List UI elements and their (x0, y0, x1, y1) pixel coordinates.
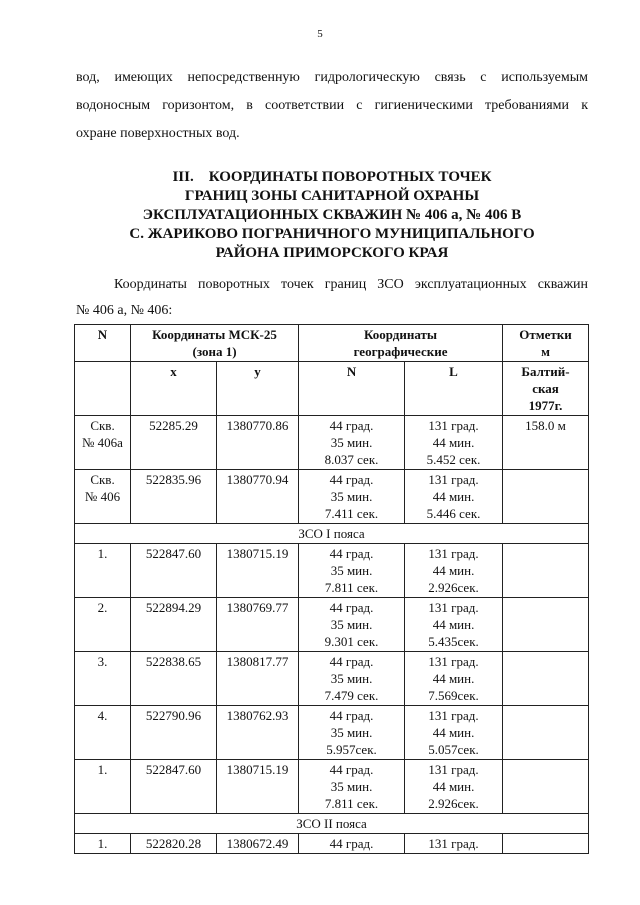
cell-lat (299, 652, 405, 706)
header-n: N (75, 325, 131, 362)
cell-x: 52285.29 (131, 416, 217, 470)
header-geo-line: Координаты (363, 327, 438, 342)
cell-mark (503, 598, 589, 652)
table-row (75, 544, 589, 598)
cell-y: 1380770.86 (217, 416, 299, 470)
cell-lon-line: 44 мин. (432, 617, 475, 632)
cell-lat-line: 7.479 сек. (324, 688, 379, 703)
cell-mark (503, 652, 589, 706)
header-marks (503, 325, 589, 362)
cell-lat-line: 44 град. (329, 546, 374, 561)
header-msk (131, 325, 299, 362)
cell-lon (405, 652, 503, 706)
cell-lat-line: 35 мин. (330, 489, 373, 504)
intro-line: вод, имеющих непосредственную гидрологическую связь с используемым (76, 70, 588, 85)
cell-lat (299, 416, 405, 470)
cell-n: 1. (75, 544, 131, 598)
cell-lat-line: 7.811 сек. (324, 580, 379, 595)
cell-y: 1380770.94 (217, 470, 299, 524)
cell-y: 1380715.19 (217, 760, 299, 814)
header-baltic-line: ская (532, 381, 559, 396)
cell-mark (503, 760, 589, 814)
cell-lon (405, 470, 503, 524)
cell-lat-line: 44 град. (329, 708, 374, 723)
cell-lon-line: 131 град. (428, 546, 479, 561)
section-heading (76, 168, 588, 263)
cell-n: 1. (75, 834, 131, 854)
cell-x: 522820.28 (131, 834, 217, 854)
cell-lat-line: 35 мин. (330, 725, 373, 740)
cell-mark: 158.0 м (503, 416, 589, 470)
cell-lon-line: 2.926сек. (428, 796, 479, 811)
header-msk-line: Координаты МСК-25 (152, 327, 277, 342)
cell-lat-line: 7.811 сек. (324, 796, 379, 811)
cell-lon-line: 44 мин. (432, 725, 475, 740)
cell-lat-line: 44 град. (329, 654, 374, 669)
table-row (75, 706, 589, 760)
cell-x: 522790.96 (131, 706, 217, 760)
zone-group-title: ЗСО II пояса (75, 814, 589, 834)
cell-lat-line: 35 мин. (330, 563, 373, 578)
cell-lat-line: 35 мин. (330, 671, 373, 686)
header-x: x (131, 362, 217, 416)
header-baltic-line: 1977г. (528, 398, 563, 413)
cell-y: 1380672.49 (217, 834, 299, 854)
cell-lon-line: 7.569сек. (428, 688, 479, 703)
cell-lon-line: 2.926сек. (428, 580, 479, 595)
cell-lon-line: 131 град. (428, 418, 479, 433)
cell-lat (299, 760, 405, 814)
header-geo-n: N (299, 362, 405, 416)
table-row (75, 760, 589, 814)
cell-lon (405, 706, 503, 760)
cell-n: 1. (75, 760, 131, 814)
header-geo-l: L (405, 362, 503, 416)
zone-group-row (75, 814, 589, 834)
table-row (75, 652, 589, 706)
cell-n-line: № 406а (82, 435, 123, 450)
header-marks-line: м (541, 344, 550, 359)
heading-line: III. КООРДИНАТЫ ПОВОРОТНЫХ ТОЧЕК (172, 169, 492, 185)
header-y: y (217, 362, 299, 416)
heading-line: ЭКСПЛУАТАЦИОННЫХ СКВАЖИН № 406 а, № 406 В (142, 207, 522, 223)
cell-x: 522894.29 (131, 598, 217, 652)
cell-lon-line: 44 мин. (432, 563, 475, 578)
cell-lat-line: 35 мин. (330, 617, 373, 632)
paragraph-line: Координаты поворотных точек границ ЗСО эксплуатационных скважин (114, 277, 588, 292)
header-geo-line: географические (353, 344, 448, 359)
cell-lat (299, 598, 405, 652)
cell-n (75, 416, 131, 470)
cell-x: 522835.96 (131, 470, 217, 524)
cell-lat (299, 706, 405, 760)
cell-lon-line: 5.446 сек. (426, 506, 481, 521)
cell-lat-line: 7.411 сек. (324, 506, 379, 521)
cell-lat-line: 44 град. (329, 600, 374, 615)
cell-lon-line: 131 град. (428, 762, 479, 777)
page-number: 5 (317, 28, 323, 40)
cell-mark (503, 544, 589, 598)
cell-n (75, 470, 131, 524)
header-marks-line: Отметки (519, 327, 572, 342)
cell-lon-line: 5.435сек. (428, 634, 479, 649)
header-baltic (503, 362, 589, 416)
header-blank (75, 362, 131, 416)
coordinates-paragraph (76, 272, 588, 324)
zone-group-row (75, 524, 589, 544)
cell-lat (299, 470, 405, 524)
cell-lat-line: 9.301 сек. (324, 634, 379, 649)
cell-mark (503, 834, 589, 854)
cell-n: 2. (75, 598, 131, 652)
heading-line: РАЙОНА ПРИМОРСКОГО КРАЯ (215, 245, 449, 261)
cell-lat-line: 44 град. (329, 836, 374, 851)
cell-n-line: № 406 (84, 489, 121, 504)
cell-lon-line: 44 мин. (432, 435, 475, 450)
cell-lon-line: 131 град. (428, 472, 479, 487)
cell-mark (503, 706, 589, 760)
table-row (75, 598, 589, 652)
cell-lat-line: 44 град. (329, 418, 374, 433)
coordinates-table (74, 324, 589, 854)
cell-lat-line: 44 град. (329, 472, 374, 487)
cell-lon (405, 760, 503, 814)
cell-lon-line: 44 мин. (432, 671, 475, 686)
cell-lon-line: 44 мин. (432, 779, 475, 794)
cell-n-line: Скв. (90, 472, 115, 487)
cell-lon (405, 544, 503, 598)
cell-lon (405, 834, 503, 854)
header-msk-line: (зона 1) (192, 344, 237, 359)
cell-lon-line: 131 град. (428, 836, 479, 851)
cell-lon-line: 131 град. (428, 708, 479, 723)
cell-n: 4. (75, 706, 131, 760)
cell-lat (299, 834, 405, 854)
header-baltic-line: Балтий- (521, 364, 570, 379)
intro-line: охране поверхностных вод. (76, 126, 240, 141)
cell-y: 1380769.77 (217, 598, 299, 652)
cell-y: 1380817.77 (217, 652, 299, 706)
intro-line: водоносным горизонтом, в соответствии с гигиеническими требованиями к (76, 98, 588, 113)
cell-mark (503, 470, 589, 524)
cell-x: 522838.65 (131, 652, 217, 706)
cell-lat-line: 35 мин. (330, 779, 373, 794)
cell-lon (405, 416, 503, 470)
zone-group-title: ЗСО I пояса (75, 524, 589, 544)
heading-line: ГРАНИЦ ЗОНЫ САНИТАРНОЙ ОХРАНЫ (184, 188, 480, 204)
paragraph-line: № 406 а, № 406: (76, 303, 173, 318)
cell-lon-line: 5.057сек. (428, 742, 479, 757)
cell-lon-line: 5.452 сек. (426, 452, 481, 467)
cell-lat (299, 544, 405, 598)
cell-lat-line: 5.957сек. (326, 742, 377, 757)
cell-x: 522847.60 (131, 760, 217, 814)
cell-lat-line: 44 град. (329, 762, 374, 777)
cell-lat-line: 8.037 сек. (324, 452, 379, 467)
cell-n-line: Скв. (90, 418, 115, 433)
cell-y: 1380715.19 (217, 544, 299, 598)
table-row (75, 470, 589, 524)
cell-y: 1380762.93 (217, 706, 299, 760)
cell-lon-line: 131 град. (428, 654, 479, 669)
cell-lon-line: 44 мин. (432, 489, 475, 504)
header-geo (299, 325, 503, 362)
cell-x: 522847.60 (131, 544, 217, 598)
heading-line: С. ЖАРИКОВО ПОГРАНИЧНОГО МУНИЦИПАЛЬНОГО (129, 226, 535, 242)
cell-lon-line: 131 град. (428, 600, 479, 615)
table-row (75, 416, 589, 470)
cell-lat-line: 35 мин. (330, 435, 373, 450)
cell-lon (405, 598, 503, 652)
table-row (75, 834, 589, 854)
intro-paragraph (76, 64, 588, 148)
cell-n: 3. (75, 652, 131, 706)
